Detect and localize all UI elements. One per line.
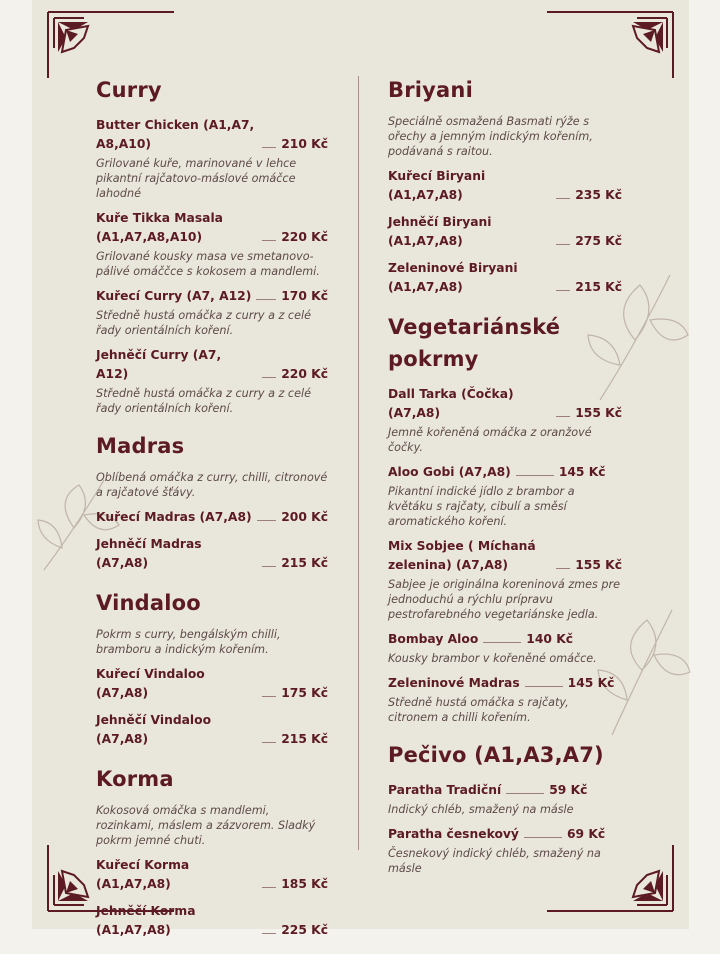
column-divider <box>358 76 359 850</box>
section-title: Briyani <box>388 78 473 102</box>
menu-item <box>388 781 622 817</box>
dotted-leader <box>524 837 562 838</box>
menu-item-price: 155 Kč <box>575 406 622 420</box>
menu-item-name: Aloo Gobi (A7,A8) <box>388 465 511 479</box>
dotted-leader <box>262 887 276 888</box>
menu-item-header <box>96 116 328 154</box>
left-menu-column <box>96 74 328 954</box>
section-title: Korma <box>96 767 174 791</box>
section-title: Vindaloo <box>96 591 201 615</box>
dotted-leader <box>556 198 570 199</box>
dotted-leader <box>262 240 276 241</box>
dotted-leader <box>525 686 563 687</box>
menu-item <box>96 665 328 703</box>
menu-item-name: Jehněčí Biryani (A1,A7,A8) <box>388 215 492 248</box>
menu-item-name: Kuřecí Korma (A1,A7,A8) <box>96 858 190 891</box>
menu-item <box>96 856 328 894</box>
menu-item-price: 145 Kč <box>558 465 606 479</box>
dotted-leader <box>262 566 276 567</box>
dotted-leader <box>262 696 276 697</box>
menu-section-briyani <box>388 74 622 297</box>
menu-item-name: Kuřecí Curry (A7, A12) <box>96 289 252 303</box>
menu-item-description: Kousky brambor v kořeněné omáčce. <box>388 652 597 665</box>
menu-item-header <box>96 535 328 573</box>
menu-item-price: 170 Kč <box>281 289 328 303</box>
menu-item-name: Jehněčí Vindaloo (A7,A8) <box>96 713 212 746</box>
menu-item-header <box>96 287 328 306</box>
dotted-leader <box>256 299 276 300</box>
menu-item-description: Pikantní indické jídlo z brambor a květáku s rajčaty, cibulí a směsí aromatického koření. <box>388 485 575 528</box>
menu-item <box>388 825 622 876</box>
menu-item-header <box>96 665 328 703</box>
menu-item-name: Jehněčí Madras (A7,A8) <box>96 537 202 570</box>
menu-item-header <box>96 346 328 384</box>
menu-page <box>32 0 689 937</box>
section-description: Kokosová omáčka s mandlemi, rozinkami, máslem a zázvorem. Sladký pokrm jemné chuti. <box>96 804 316 847</box>
menu-item-price: 185 Kč <box>281 877 328 891</box>
menu-item-header <box>96 711 328 749</box>
section-title: Madras <box>96 434 185 458</box>
menu-item <box>388 385 622 455</box>
menu-item-name: Kuře Tikka Masala (A1,A7,A8,A10) <box>96 211 223 244</box>
right-menu-column <box>388 74 622 890</box>
section-title: Pečivo (A1,A3,A7) <box>388 743 604 767</box>
menu-item-name: Dall Tarka (Čočka) (A7,A8) <box>388 387 514 420</box>
menu-item <box>388 167 622 205</box>
menu-item-price: 175 Kč <box>281 686 328 700</box>
menu-item-price: 235 Kč <box>575 188 622 202</box>
menu-item-name: Mix Sobjee ( Míchaná zelenina) (A7,A8) <box>388 539 536 572</box>
menu-item-name: Zeleninové Biryani (A1,A7,A8) <box>388 261 518 294</box>
menu-item-header <box>388 825 622 844</box>
menu-item-header <box>388 213 622 251</box>
menu-item-name: Jehněčí Curry (A7, A12) <box>96 348 222 381</box>
menu-item-name: Kuřecí Vindaloo (A7,A8) <box>96 667 205 700</box>
section-description: Oblíbená omáčka z curry, chilli, citronové a rajčatové šťávy. <box>96 471 328 499</box>
menu-item-description: Jemně kořeněná omáčka z oranžové čočky. <box>388 426 592 454</box>
section-description: Pokrm s curry, bengálským chilli, bramboru a indickým kořením. <box>96 628 281 656</box>
menu-section-pecivo-a1-a3-a7 <box>388 739 622 876</box>
section-title: Vegetariánské pokrmy <box>388 315 561 371</box>
menu-item-header <box>388 385 622 423</box>
menu-item-description: Středně hustá omáčka z curry a z celé řady orientálních koření. <box>96 387 311 415</box>
menu-item-header <box>96 856 328 894</box>
corner-top-left-icon <box>44 8 179 80</box>
menu-item-header <box>96 508 328 527</box>
menu-item-header <box>388 674 622 693</box>
menu-item-header <box>388 630 622 649</box>
menu-item-name: Paratha česnekový <box>388 827 519 841</box>
menu-item-price: 220 Kč <box>281 367 328 381</box>
menu-item <box>96 508 328 527</box>
menu-item-price: 145 Kč <box>567 676 615 690</box>
menu-item-description: Grilované kuře, marinované v lehce pikantní rajčatovo-máslové omáčce lahodné <box>96 157 297 200</box>
dotted-leader <box>257 520 277 521</box>
menu-item-header <box>388 167 622 205</box>
menu-item <box>96 711 328 749</box>
menu-item-price: 210 Kč <box>281 137 328 151</box>
dotted-leader <box>262 933 276 934</box>
dotted-leader <box>556 416 570 417</box>
corner-top-right-icon <box>542 8 677 80</box>
menu-item-price: 275 Kč <box>575 234 622 248</box>
menu-section-vegetarianske-pokrmy <box>388 311 622 725</box>
menu-item-name: Paratha Tradiční <box>388 783 502 797</box>
menu-item-price: 215 Kč <box>281 556 328 570</box>
dotted-leader <box>556 568 570 569</box>
dotted-leader <box>262 377 276 378</box>
dotted-leader <box>556 244 570 245</box>
menu-item-description: Česnekový indický chléb, smažený na másle <box>388 847 601 875</box>
menu-item <box>96 902 328 940</box>
menu-item-price: 59 Kč <box>549 783 588 797</box>
menu-item-name: Kuřecí Biryani (A1,A7,A8) <box>388 169 486 202</box>
menu-item-header <box>388 259 622 297</box>
menu-item <box>96 209 328 279</box>
dotted-leader <box>483 642 521 643</box>
menu-item <box>388 674 622 725</box>
dotted-leader <box>262 147 276 148</box>
dotted-leader <box>556 290 570 291</box>
menu-item-description: Indický chléb, smažený na másle <box>388 803 574 816</box>
dotted-leader <box>506 793 544 794</box>
menu-section-curry <box>96 74 328 416</box>
menu-section-korma <box>96 763 328 940</box>
menu-item-price: 220 Kč <box>281 230 328 244</box>
menu-item-description: Středně hustá omáčka z curry a z celé řady orientálních koření. <box>96 309 311 337</box>
menu-item <box>388 259 622 297</box>
menu-item-price: 140 Kč <box>526 632 574 646</box>
menu-item-name: Butter Chicken (A1,A7, A8,A10) <box>96 118 255 151</box>
menu-item <box>388 630 622 666</box>
menu-item-name: Kuřecí Madras (A7,A8) <box>96 510 252 524</box>
menu-section-madras <box>96 430 328 573</box>
menu-item <box>388 213 622 251</box>
section-description: Speciálně osmažená Basmati rýže s ořechy a jemným indickým kořením, podávaná s raitou. <box>388 115 593 158</box>
menu-item <box>96 287 328 338</box>
menu-item <box>388 463 622 529</box>
menu-item-price: 215 Kč <box>281 732 328 746</box>
menu-item-name: Bombay Aloo <box>388 632 479 646</box>
menu-item-header <box>388 537 622 575</box>
menu-item-name: Jehněčí Korma (A1,A7,A8) <box>96 904 196 937</box>
menu-item-name: Zeleninové Madras <box>388 676 520 690</box>
dotted-leader <box>262 742 276 743</box>
menu-item-header <box>388 781 622 800</box>
menu-item-price: 215 Kč <box>575 280 622 294</box>
menu-item <box>96 346 328 416</box>
menu-item-header <box>388 463 622 482</box>
menu-section-vindaloo <box>96 587 328 749</box>
menu-item-price: 200 Kč <box>281 510 328 524</box>
menu-item-header <box>96 902 328 940</box>
menu-item <box>388 537 622 622</box>
menu-item-description: Grilované kousky masa ve smetanovo-pálivé omáččce s kokosem a mandlemi. <box>96 250 320 278</box>
menu-item-price: 69 Kč <box>566 827 606 841</box>
menu-item-price: 155 Kč <box>575 558 622 572</box>
menu-item-price: 225 Kč <box>281 923 328 937</box>
menu-item-description: Středně hustá omáčka s rajčaty, citronem a chilli kořením. <box>388 696 569 724</box>
menu-item <box>96 116 328 201</box>
menu-item <box>96 535 328 573</box>
section-title: Curry <box>96 78 162 102</box>
dotted-leader <box>516 475 554 476</box>
menu-item-description: Sabjee je originálna koreninová zmes pre jednoduchú a rýchlu prípravu pestrofarebného vegetariánske jedla. <box>388 578 620 621</box>
menu-item-header <box>96 209 328 247</box>
